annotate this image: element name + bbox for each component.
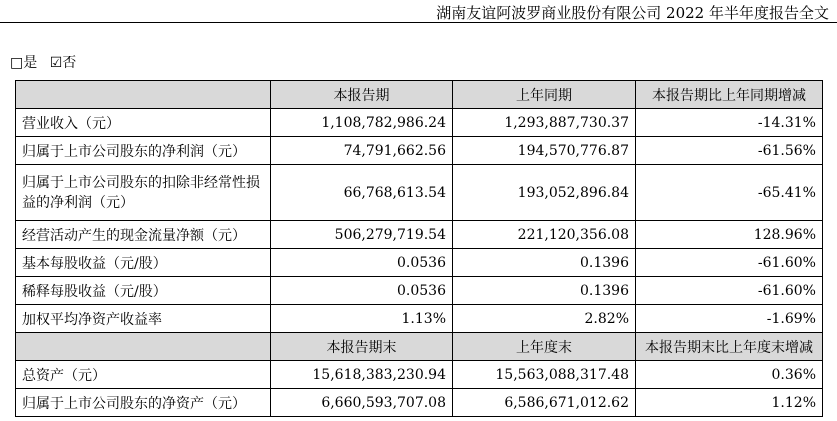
header-row-period	[16, 81, 823, 109]
row-label: 加权平均净资产收益率	[16, 305, 271, 333]
change-cell: -61.60%	[636, 277, 823, 305]
row-label: 经营活动产生的现金流量净额（元）	[16, 221, 271, 249]
table-row	[16, 277, 823, 305]
table-row	[16, 137, 823, 165]
table-row	[16, 165, 823, 221]
page-header	[0, 0, 837, 23]
value-cell: 194,570,776.87	[453, 137, 636, 165]
value-cell: 1,108,782,986.24	[271, 109, 453, 137]
value-cell: 193,052,896.84	[453, 165, 636, 221]
table-row	[16, 109, 823, 137]
value-cell: 66,768,613.54	[271, 165, 453, 221]
table-row	[16, 305, 823, 333]
change-cell: -61.56%	[636, 137, 823, 165]
financial-summary-table	[15, 80, 823, 417]
checkbox-no[interactable]: ☑否	[49, 55, 77, 71]
value-cell: 0.1396	[453, 277, 636, 305]
row-label: 总资产（元）	[16, 361, 271, 389]
header-cell: 本报告期末	[271, 333, 453, 361]
header-cell	[16, 81, 271, 109]
row-label: 基本每股收益（元/股）	[16, 249, 271, 277]
row-label: 归属于上市公司股东的净利润（元）	[16, 137, 271, 165]
checkbox-yes[interactable]: □是	[10, 55, 38, 71]
table-row	[16, 221, 823, 249]
header-cell: 本报告期比上年同期增减	[636, 81, 823, 109]
value-cell: 2.82%	[453, 305, 636, 333]
change-cell: -14.31%	[636, 109, 823, 137]
change-cell: 128.96%	[636, 221, 823, 249]
header-cell: 本报告期	[271, 81, 453, 109]
value-cell: 0.0536	[271, 249, 453, 277]
value-cell: 74,791,662.56	[271, 137, 453, 165]
yes-no-checkboxes	[10, 52, 84, 72]
table-row	[16, 389, 823, 417]
value-cell: 0.0536	[271, 277, 453, 305]
table-row	[16, 361, 823, 389]
value-cell: 506,279,719.54	[271, 221, 453, 249]
header-row-period-end	[16, 333, 823, 361]
row-label: 稀释每股收益（元/股）	[16, 277, 271, 305]
change-cell: 0.36%	[636, 361, 823, 389]
value-cell: 15,563,088,317.48	[453, 361, 636, 389]
header-cell	[16, 333, 271, 361]
change-cell: -65.41%	[636, 165, 823, 221]
change-cell: -61.60%	[636, 249, 823, 277]
value-cell: 221,120,356.08	[453, 221, 636, 249]
row-label: 营业收入（元）	[16, 109, 271, 137]
header-title: 湖南友谊阿波罗商业股份有限公司 2022 年半年度报告全文	[436, 4, 829, 22]
value-cell: 1,293,887,730.37	[453, 109, 636, 137]
row-label: 归属于上市公司股东的扣除非经常性损益的净利润（元）	[16, 165, 271, 221]
header-cell: 上年度末	[453, 333, 636, 361]
change-cell: -1.69%	[636, 305, 823, 333]
header-cell: 本报告期末比上年度末增减	[636, 333, 823, 361]
value-cell: 1.13%	[271, 305, 453, 333]
row-label: 归属于上市公司股东的净资产（元）	[16, 389, 271, 417]
table-row	[16, 249, 823, 277]
value-cell: 0.1396	[453, 249, 636, 277]
header-cell: 上年同期	[453, 81, 636, 109]
value-cell: 15,618,383,230.94	[271, 361, 453, 389]
change-cell: 1.12%	[636, 389, 823, 417]
value-cell: 6,586,671,012.62	[453, 389, 636, 417]
value-cell: 6,660,593,707.08	[271, 389, 453, 417]
